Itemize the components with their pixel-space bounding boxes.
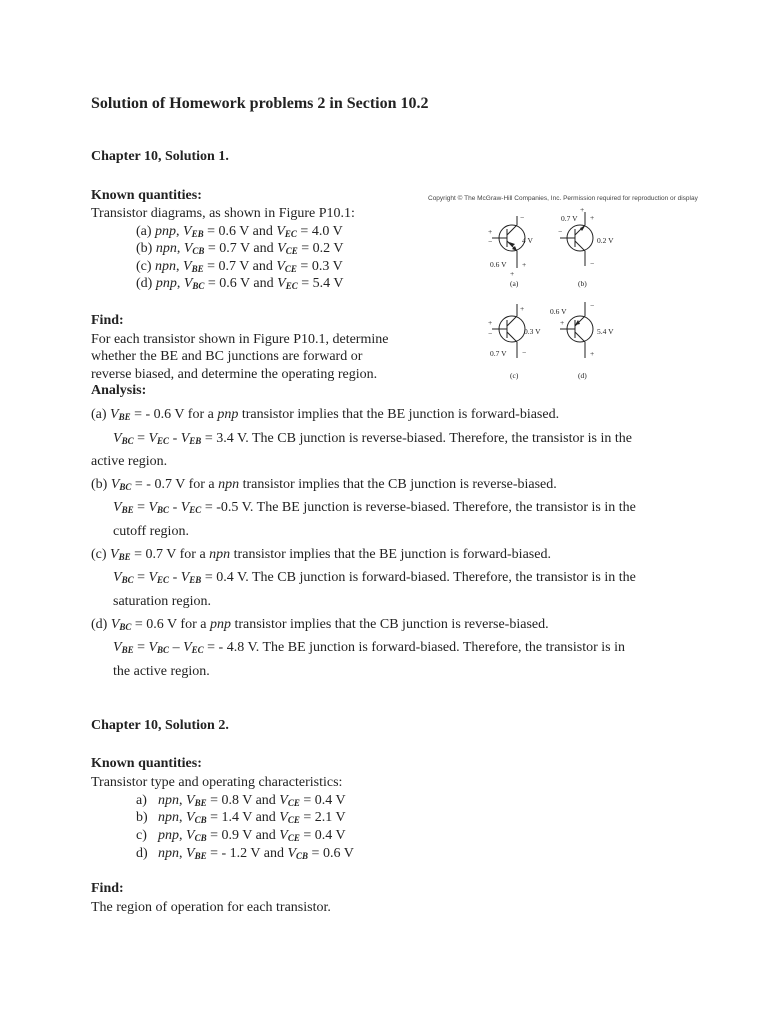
find-heading-2: Find: — [91, 881, 124, 896]
s2-item-b: b) npn, $V_{CB} = 1.4$ V and $V_{CE} = 2.1$ V — [136, 810, 346, 825]
label-d-top: 0.6 V — [550, 307, 567, 316]
find-line-3: reverse biased, and determine the operating region. — [91, 367, 378, 382]
analysis-a-line-2: $V_{BC} = V_{EC} - V_{EB} = 3.4$ V. The CB junction is reverse-biased. Therefore, the transistor is in the — [113, 431, 632, 446]
known-item-a: (a) pnp, $V_{EB} = 0.6$ V and $V_{EC} = 4.0$ V — [136, 224, 343, 239]
svg-text:+: + — [590, 349, 595, 358]
analysis-a-line-1: (a) $V_{BE}$ = - 0.6 V for a pnp transistor implies that the BE junction is forward-biased. — [91, 407, 560, 422]
svg-text:+: + — [522, 260, 527, 269]
transistor-figure — [480, 206, 650, 386]
svg-text:−: − — [522, 348, 527, 357]
analysis-a-line-3: active region. — [91, 454, 168, 469]
label-a-right: 4 V — [522, 236, 533, 245]
svg-text:−: − — [590, 259, 595, 268]
figure-copyright: Copyright © The McGraw-Hill Companies, Inc. Permission required for reproduction or display — [428, 195, 698, 202]
find-line-2: whether the BE and BC junctions are forward or — [91, 349, 363, 364]
analysis-d-line-1: (d) $V_{BC} = 0.6$ V for a pnp transistor implies that the CB junction is reverse-biased. — [91, 617, 549, 632]
analysis-b-line-1: (b) $V_{BC}$ = - 0.7 V for a npn transistor implies that the CB junction is reverse-biased. — [91, 477, 557, 492]
svg-text:−: − — [488, 329, 493, 338]
find-heading-1: Find: — [91, 313, 124, 328]
page-title: Solution of Homework problems 2 in Section 10.2 — [91, 95, 429, 112]
svg-text:+: + — [510, 269, 515, 278]
solution-1-heading: Chapter 10, Solution 1. — [91, 149, 229, 164]
analysis-b-line-2: $V_{BE} = V_{BC} - V_{EC} = -0.5$ V. The BE junction is reverse-biased. Therefore, the transistor is in the — [113, 500, 636, 515]
analysis-d-line-3: the active region. — [113, 664, 210, 679]
svg-text:+: + — [488, 227, 493, 236]
known-item-c: (c) npn, $V_{BE} = 0.7$ V and $V_{CE} = 0.3$ V — [136, 259, 343, 274]
label-c-right: 0.3 V — [524, 327, 541, 336]
known-item-d: (d) pnp, $V_{BC} = 0.6$ V and $V_{EC} = 5.4$ V — [136, 276, 344, 291]
known-quantities-heading-1: Known quantities: — [91, 188, 202, 203]
analysis-heading: Analysis: — [91, 383, 147, 398]
svg-text:+: + — [560, 318, 565, 327]
label-c-left: 0.7 V — [490, 349, 507, 358]
known-item-b: (b) npn, $V_{CB} = 0.7$ V and $V_{CE} = 0.2$ V — [136, 241, 344, 256]
svg-text:−: − — [520, 213, 525, 222]
analysis-b-line-3: cutoff region. — [113, 524, 189, 539]
known-intro-1: Transistor diagrams, as shown in Figure P10.1: — [91, 206, 355, 221]
svg-text:+: + — [520, 304, 525, 313]
svg-text:+: + — [488, 318, 493, 327]
find-text-2: The region of operation for each transistor. — [91, 900, 331, 915]
caption-c: (c) — [510, 371, 519, 380]
analysis-c-line-3: saturation region. — [113, 594, 211, 609]
label-a-left: 0.6 V — [490, 260, 507, 269]
caption-a: (a) — [510, 279, 519, 288]
s2-item-c: c) pnp, $V_{CB} = 0.9$ V and $V_{CE} = 0.4$ V — [136, 828, 346, 843]
s2-item-a: a) npn, $V_{BE} = 0.8$ V and $V_{CE} = 0.4$ V — [136, 793, 346, 808]
analysis-c-line-2: $V_{BC} = V_{EC} - V_{EB} = 0.4$ V. The CB junction is forward-biased. Therefore, the transistor is in the — [113, 570, 636, 585]
solution-2-heading: Chapter 10, Solution 2. — [91, 718, 229, 733]
analysis-d-line-2: $V_{BE} = V_{BC} - V_{EC}$ = - 4.8 V. The BE junction is forward-biased. Therefore, the transistor is in — [113, 640, 625, 655]
known-quantities-heading-2: Known quantities: — [91, 756, 202, 771]
svg-text:−: − — [558, 227, 563, 236]
s2-item-d: d) npn, $V_{BE}$ = - 1.2 V and $V_{CB} = 0.6$ V — [136, 846, 354, 861]
svg-text:−: − — [488, 237, 493, 246]
analysis-c-line-1: (c) $V_{BE} = 0.7$ V for a npn transistor implies that the BE junction is forward-biased. — [91, 547, 551, 562]
svg-text:+: + — [580, 206, 585, 214]
label-d-right: 5.4 V — [597, 327, 614, 336]
label-b-right: 0.2 V — [597, 236, 614, 245]
caption-b: (b) — [578, 279, 587, 288]
svg-text:+: + — [590, 213, 595, 222]
caption-d: (d) — [578, 371, 587, 380]
label-b-top: 0.7 V — [561, 214, 578, 223]
svg-text:−: − — [590, 301, 595, 310]
find-line-1: For each transistor shown in Figure P10.1, determine — [91, 332, 389, 347]
known-intro-2: Transistor type and operating characteristics: — [91, 775, 343, 790]
